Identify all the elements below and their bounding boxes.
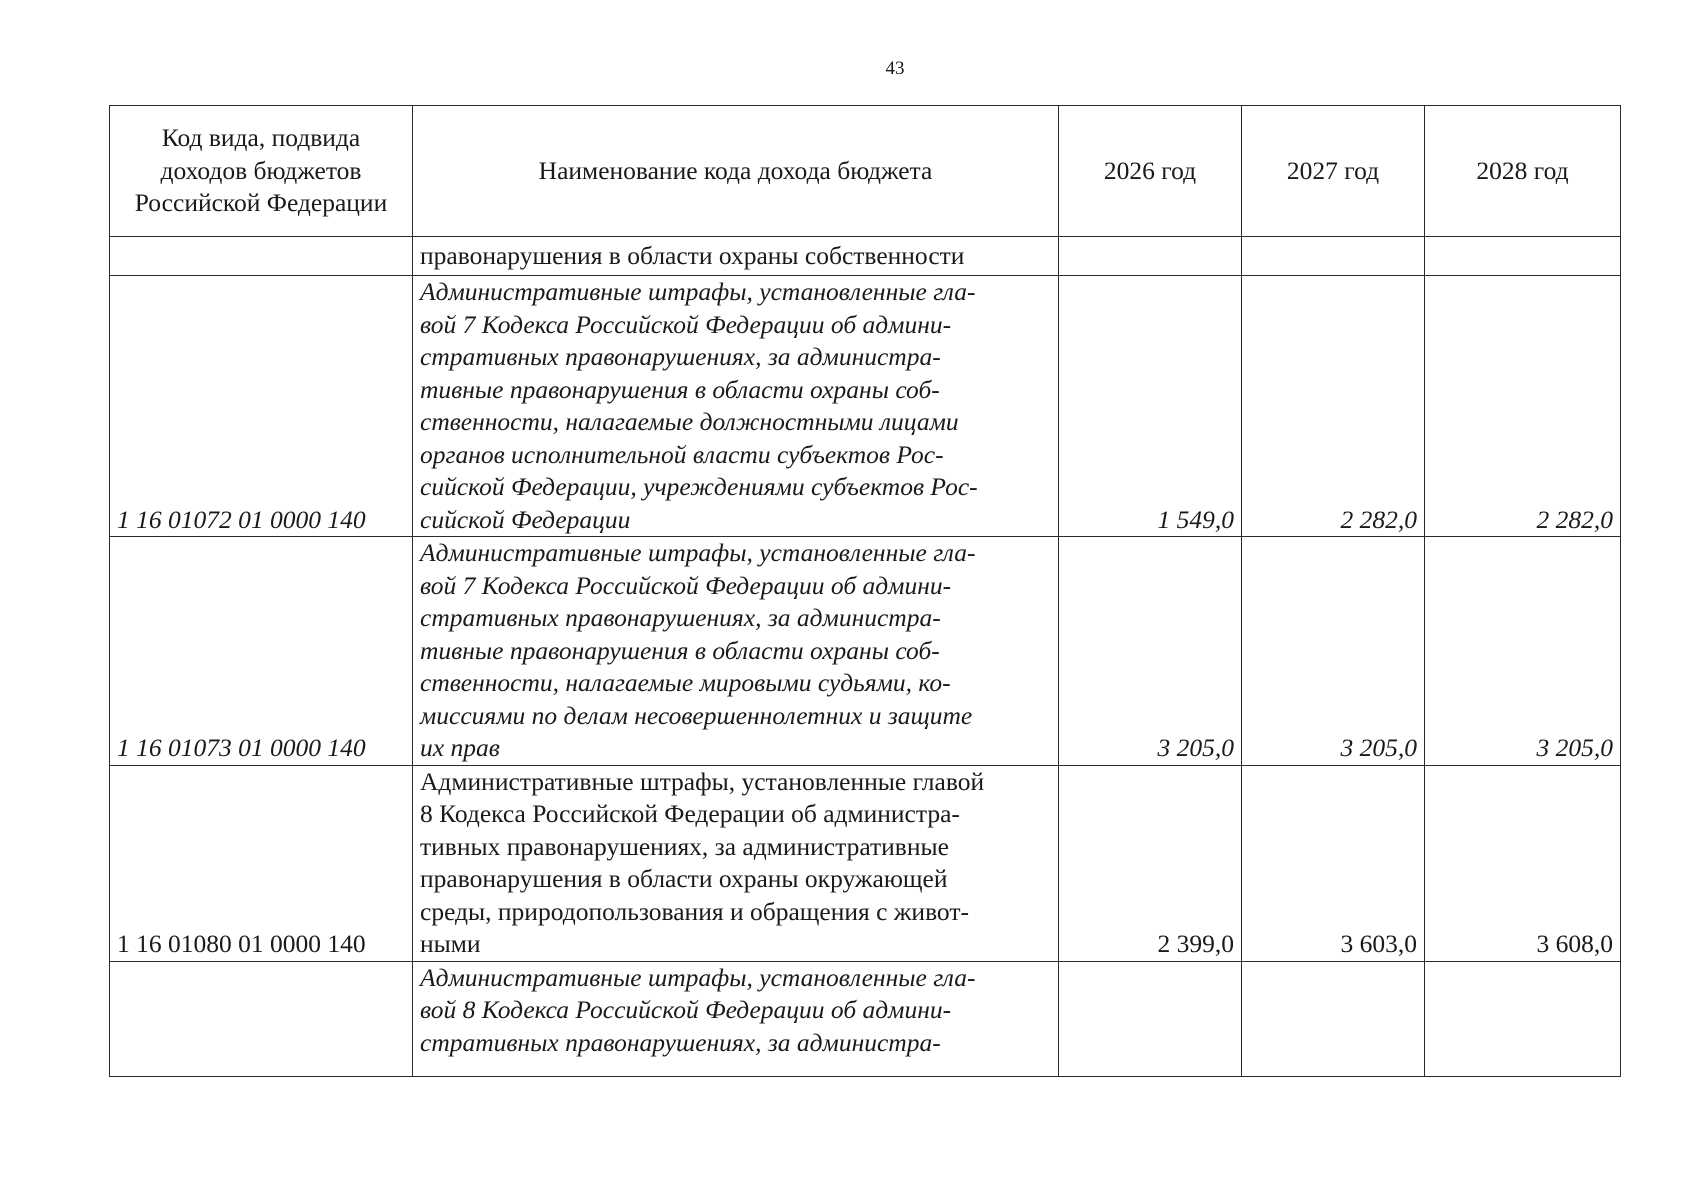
row-name-line: ственности, налагаемые должностными лицами <box>420 407 959 436</box>
row-value-2028 <box>1425 961 1621 1076</box>
row-name <box>413 537 1059 766</box>
row-name-line: миссиями по делам несовершеннолетних и защите <box>420 700 973 730</box>
row-name-line: стративных правонарушениях, за администра- <box>420 342 941 371</box>
row-value-2028 <box>1425 237 1621 276</box>
row-code <box>110 237 413 276</box>
row-value-2026: 1 549,0 <box>1059 276 1242 537</box>
header-code <box>110 106 413 237</box>
table-row <box>110 537 1621 766</box>
row-name-line: Административные штрафы, установленные главой <box>420 766 985 796</box>
row-name-line: ными <box>420 929 481 958</box>
row-value-2028: 3 205,0 <box>1425 537 1621 766</box>
row-value-2026 <box>1059 961 1242 1076</box>
row-name-line: сийской Федерации <box>420 504 631 534</box>
row-value-2028: 2 282,0 <box>1425 276 1621 537</box>
row-code <box>110 961 413 1076</box>
table-row <box>110 237 1621 276</box>
budget-income-table <box>109 105 1621 1077</box>
row-value-2027 <box>1242 237 1425 276</box>
row-name-line: стративных правонарушениях, за администра- <box>420 1027 941 1057</box>
header-year-2026: 2026 год <box>1059 106 1242 237</box>
header-code-line: Код вида, подвида <box>161 123 361 153</box>
row-code: 1 16 01072 01 0000 140 <box>110 276 413 537</box>
table-header-row <box>110 106 1621 237</box>
row-name-line: ственности, налагаемые мировыми судьями, ко- <box>420 668 951 697</box>
row-value-2027: 3 603,0 <box>1242 765 1425 961</box>
row-name-line: стративных правонарушениях, за администра- <box>420 603 941 632</box>
row-name-line: их прав <box>420 733 500 762</box>
header-year-2028: 2028 год <box>1425 106 1621 237</box>
row-name-line: правонарушения в области охраны окружающей <box>420 864 948 893</box>
row-name-line: правонарушения в области охраны собственности <box>420 240 965 270</box>
row-name-line: тивные правонарушения в области охраны соб- <box>420 635 940 665</box>
row-code: 1 16 01073 01 0000 140 <box>110 537 413 766</box>
row-name <box>413 765 1059 961</box>
row-value-2026 <box>1059 237 1242 276</box>
row-name-line: вой 7 Кодекса Российской Федерации об админи- <box>420 309 952 339</box>
row-name <box>413 276 1059 537</box>
header-year-2027: 2027 год <box>1242 106 1425 237</box>
row-value-2028: 3 608,0 <box>1425 765 1621 961</box>
row-value-2026: 2 399,0 <box>1059 765 1242 961</box>
row-value-2026: 3 205,0 <box>1059 537 1242 766</box>
row-name-line: среды, природопользования и обращения с живот- <box>420 896 969 926</box>
row-name-line: Административные штрафы, установленные гла- <box>420 538 976 567</box>
row-name-line: тивных правонарушениях, за административные <box>420 831 949 861</box>
header-code-line: Российской Федерации <box>134 188 388 218</box>
row-code: 1 16 01080 01 0000 140 <box>110 765 413 961</box>
table-row <box>110 765 1621 961</box>
header-code-line: доходов бюджетов <box>160 155 362 185</box>
row-value-2027: 3 205,0 <box>1242 537 1425 766</box>
row-name <box>413 237 1059 276</box>
row-name <box>413 961 1059 1076</box>
row-name-line: вой 7 Кодекса Российской Федерации об админи- <box>420 570 952 600</box>
row-name-line: тивные правонарушения в области охраны соб- <box>420 374 940 404</box>
table-row <box>110 276 1621 537</box>
row-value-2027 <box>1242 961 1425 1076</box>
header-name: Наименование кода дохода бюджета <box>413 106 1059 237</box>
row-name-line: вой 8 Кодекса Российской Федерации об админи- <box>420 995 952 1024</box>
page-number: 43 <box>885 58 905 79</box>
row-name-line: 8 Кодекса Российской Федерации об администра- <box>420 799 960 828</box>
row-name-line: органов исполнительной власти субъектов Рос- <box>420 439 944 469</box>
table-row <box>110 961 1621 1076</box>
row-name-line: сийской Федерации, учреждениями субъектов Рос- <box>420 472 978 501</box>
row-name-line: Административные штрафы, установленные гла- <box>420 962 976 992</box>
row-name-line: Административные штрафы, установленные гла- <box>420 277 976 306</box>
row-value-2027: 2 282,0 <box>1242 276 1425 537</box>
